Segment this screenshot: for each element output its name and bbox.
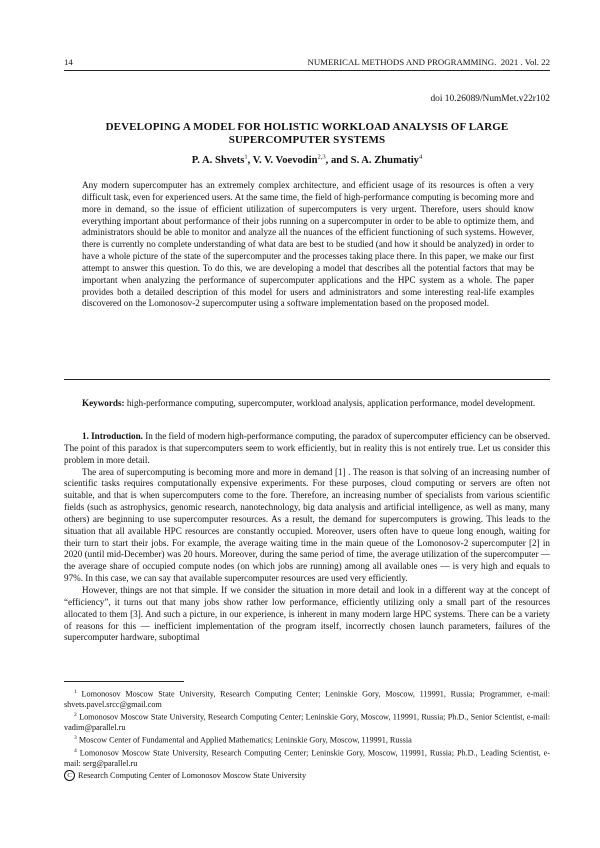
introduction-section	[64, 431, 550, 644]
keywords	[64, 398, 550, 410]
footnote: $^2$ Lomonosov Moscow State University, Research Computing Center; Leninskie Gory, Moscow, 119991, Russia; Ph.D., Senior Scientist, e-mail: vadim@parallel.ru	[64, 712, 550, 733]
author-affiliation-mark: 1	[244, 153, 248, 160]
author-affiliation-mark: 4	[418, 153, 423, 160]
footnote: $^4$ Lomonosov Moscow State University, Research Computing Center; Leninskie Gory, Moscow, 119991, Russia; Ph.D., Leading Scientist, e-mail: serg@parallel.ru	[64, 748, 550, 769]
keywords-text: high-performance computing, supercomputer, workload analysis, application performance, model development.	[126, 398, 536, 408]
author-list	[64, 153, 550, 166]
abstract: Any modern supercomputer has an extremely complex architecture, and efficient usage of its resources is often a very difficult task, even for experienced users. At the same time, the field of high-performance computing is becoming more and more in demand, so the issue of efficient utilization of supercomputers is very urgent. Therefore, users should know everything important about performance of their jobs running on a supercomputer in order to be able to optimize them, and administrators should be able to monitor and analyze all the nuances of the efficient functioning of such systems. However, there is currently no complete understanding of what data are best to be studied (and how it should be analyzed) in order to have a whole picture of the state of the supercomputer and the processes taking place there. In this paper, we make our first attempt to answer this question. To do this, we are developing a model that describes all the potential factors that may be important when analyzing the performance of supercomputer applications and the HPC system as a whole. The paper provides both a detailed description of this model for users and administrators and some interesting real-life examples discovered on the Lomonosov-2 supercomputer using a software implementation based on the proposed model.	[82, 180, 534, 309]
copyright-text: Research Computing Center of Lomonosov Moscow State University	[78, 770, 307, 780]
paper-page	[64, 0, 550, 848]
journal-info	[307, 57, 550, 67]
footnote-divider	[64, 681, 184, 682]
paper-title: DEVELOPING A MODEL FOR HOLISTIC WORKLOAD ANALYSIS OF LARGE SUPERCOMPUTER SYSTEMS	[105, 121, 509, 146]
abstract-divider	[64, 379, 550, 380]
running-header	[64, 57, 550, 71]
author: P. A. Shvets$^1$,	[191, 153, 253, 166]
copyright-notice	[64, 770, 550, 781]
year-volume: 2021 . Vol. 22	[500, 57, 550, 67]
body-paragraph: 1. Introduction. In the field of modern high-performance computing, the paradox of supercomputer efficiency can be observed. The point of this paradox is that supercomputers seem to work efficiently, but in reality this is not entirely true. Let us consider this problem in more detail.	[64, 431, 551, 465]
keywords-label: Keywords:	[82, 398, 125, 408]
journal-name: NUMERICAL METHODS AND PROGRAMMING.	[307, 57, 497, 67]
section-heading: 1. Introduction.	[82, 431, 143, 441]
copyright-icon: C	[64, 770, 75, 781]
author: S. A. Zhumatiy$^4$	[350, 153, 423, 166]
footnote: $^3$ Moscow Center of Fundamental and Applied Mathematics; Leninskie Gory, Moscow, 119991, Russia	[74, 735, 412, 746]
body-paragraph: The area of supercomputing is becoming more and more in demand [1] . The reason is that solving of an increasing number of scientific tasks requires computationally expensive experiments. For these purposes, cloud computing or servers are often not suitable, and that is when supercomputers come to the fore. Therefore, an increasing number of specialists from various scientific fields (such as astrophysics, genomic research, nanotechnology, big data analysis and artificial intelligence, as well as many, many others) are beginning to use supercomputer resources. As a result, the demand for supercomputers is growing. This leads to the situation that all available HPC resources are constantly occupied. Moreover, users often have to queue long enough, waiting for their turn to start their jobs. For example, the average waiting time in the main queue of the Lomonosov-2 supercomputer [2] in 2020 (until mid-December) was 20 hours. Moreover, during the same period of time, the average utilization of the supercomputer — the average share of occupied compute nodes (on which jobs are running) among all available ones — is very high and equals to 97%. In this case, we can say that available supercomputer resources are used very efficiently.	[64, 466, 550, 584]
body-paragraph: However, things are not that simple. If we consider the situation in more detail and look in a different way at the concept of “efficiency”, it turns out that many jobs show rather low performance, efficiently utilizing only a small part of the resources allocated to them [3]. And such a picture, in our experience, is inherent in many modern large HPC systems. There can be a variety of reasons for this — inefficient implementation of the program itself, incorrectly chosen launch parameters, failures of the supercomputer hardware, suboptimal	[64, 584, 550, 643]
footnotes	[64, 687, 550, 781]
author: V. V. Voevodin$^{2,3}$, and	[252, 153, 351, 166]
doi: doi 10.26089/NumMet.v22r102	[430, 94, 550, 104]
page-number: 14	[64, 57, 73, 67]
footnote: $^1$ Lomonosov Moscow State University, Research Computing Center; Leninskie Gory, Moscow, 119991, Russia; Programmer, e-mail: shvets.pavel.srcc@gmail.com	[64, 689, 551, 709]
author-affiliation-mark: 2,3	[317, 153, 326, 160]
